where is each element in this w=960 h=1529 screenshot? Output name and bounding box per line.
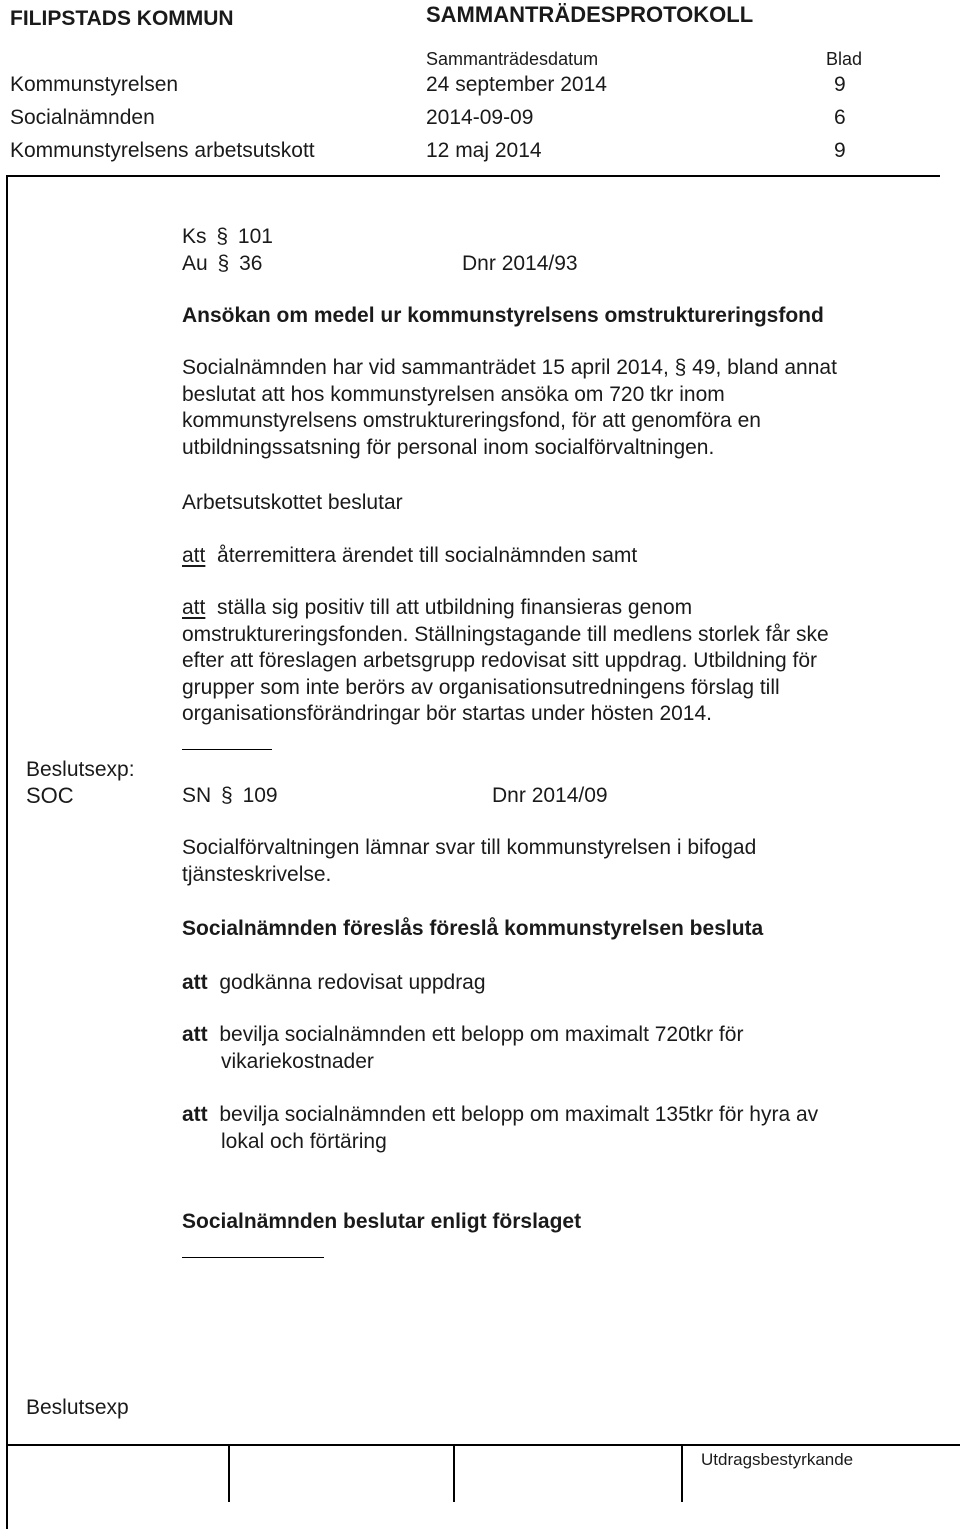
dispatch-label: Beslutsexp: bbox=[26, 758, 135, 781]
att-clause: att återremittera ärendet till socialnämnden samt bbox=[182, 544, 638, 567]
footer-top-rule bbox=[6, 1444, 960, 1446]
au-reference: Au § 36 bbox=[182, 252, 263, 275]
body-name: Socialnämnden bbox=[10, 106, 155, 129]
page-number: 6 bbox=[834, 106, 846, 129]
att-line: vikariekostnader bbox=[221, 1049, 374, 1073]
section-end-rule bbox=[182, 749, 272, 750]
section-sign-icon: § bbox=[221, 784, 233, 807]
footer-cell-divider bbox=[453, 1444, 455, 1502]
ks-reference: Ks § 101 bbox=[182, 225, 273, 248]
att-keyword: att bbox=[182, 544, 206, 567]
att-keyword: att bbox=[182, 596, 206, 619]
att-line: organisationsförändringar bör startas under hösten 2014. bbox=[182, 702, 713, 726]
body-name: Kommunstyrelsen bbox=[10, 73, 179, 96]
intro-paragraph bbox=[182, 355, 912, 461]
footer-dispatch-label: Beslutsexp bbox=[26, 1396, 129, 1419]
section-sign-icon: § bbox=[216, 225, 229, 248]
intro-line: beslutat att hos kommunstyrelsen ansöka om 720 tkr inom bbox=[182, 382, 725, 406]
sn-reference: SN § 109 bbox=[182, 784, 278, 807]
date-column-label: Sammanträdesdatum bbox=[426, 49, 599, 69]
att-line: lokal och förtäring bbox=[221, 1129, 387, 1153]
certification-label: Utdragsbestyrkande bbox=[701, 1450, 854, 1469]
section-sign-icon: § bbox=[217, 252, 230, 275]
document-type: SAMMANTRÄDESPROTOKOLL bbox=[426, 2, 754, 27]
intro-line: utbildningssatsning för personal inom socialförvaltningen. bbox=[182, 435, 715, 459]
att-item: att godkänna redovisat uppdrag bbox=[182, 971, 486, 994]
response-line: tjänsteskrivelse. bbox=[182, 862, 332, 886]
page-number: 9 bbox=[834, 139, 846, 162]
att-keyword: att bbox=[182, 1103, 208, 1126]
response-line: Socialförvaltningen lämnar svar till kommunstyrelsen i bifogad bbox=[182, 836, 757, 859]
decision-heading: Arbetsutskottet beslutar bbox=[182, 491, 403, 514]
intro-line: Socialnämnden har vid sammanträdet 15 april 2014, § 49, bland annat bbox=[182, 356, 837, 379]
page-number: 9 bbox=[834, 73, 846, 96]
att-item: att bevilja socialnämnden ett belopp om maximalt 720tkr för vikariekostnader bbox=[182, 1022, 912, 1075]
meeting-date: 12 maj 2014 bbox=[426, 139, 542, 162]
case-title: Ansökan om medel ur kommunstyrelsens omstruktureringsfond bbox=[182, 304, 824, 327]
att-keyword: att bbox=[182, 971, 208, 994]
footer-cell-divider bbox=[228, 1444, 230, 1502]
att-keyword: att bbox=[182, 1023, 208, 1046]
att-clause: att ställa sig positiv till att utbildning finansieras genom omstruktureringsfonden. Ställningstagande till medlens storlek får ske efter att föreslagen arbetsgrupp redovisat sitt uppdrag. Utbildning för grupper som inte berörs av organisationsutredningens förslag till organisationsförändringar bör startas under hösten 2014. bbox=[182, 595, 912, 728]
att-line: omstruktureringsfonden. Ställningstagande till medlens storlek får ske bbox=[182, 622, 829, 646]
dispatch-recipient: SOC bbox=[26, 783, 74, 808]
left-margin-rule bbox=[6, 175, 8, 1529]
final-decision: Socialnämnden beslutar enligt förslaget bbox=[182, 1210, 582, 1233]
att-line: grupper som inte berörs av organisationsutredningens förslag till bbox=[182, 675, 780, 699]
sn-dnr: Dnr 2014/09 bbox=[492, 784, 608, 807]
att-line: efter att föreslagen arbetsgrupp redovisat sitt uppdrag. Utbildning för bbox=[182, 649, 818, 673]
page-column-label: Blad bbox=[826, 49, 863, 69]
case-dnr: Dnr 2014/93 bbox=[462, 252, 578, 275]
meeting-date: 2014-09-09 bbox=[426, 106, 534, 129]
final-decision-rule bbox=[182, 1257, 324, 1258]
org-name: FILIPSTADS KOMMUN bbox=[10, 7, 234, 30]
att-item: att bevilja socialnämnden ett belopp om maximalt 135tkr för hyra av lokal och förtäring bbox=[182, 1102, 912, 1155]
header-divider bbox=[6, 175, 940, 177]
body-name: Kommunstyrelsens arbetsutskott bbox=[10, 139, 315, 162]
meeting-date: 24 september 2014 bbox=[426, 73, 607, 96]
footer-cell-divider bbox=[681, 1444, 683, 1502]
response-paragraph bbox=[182, 835, 912, 888]
proposal-heading: Socialnämnden föreslås föreslå kommunstyrelsen besluta bbox=[182, 917, 764, 940]
intro-line: kommunstyrelsens omstruktureringsfond, för att genomföra en bbox=[182, 409, 761, 433]
